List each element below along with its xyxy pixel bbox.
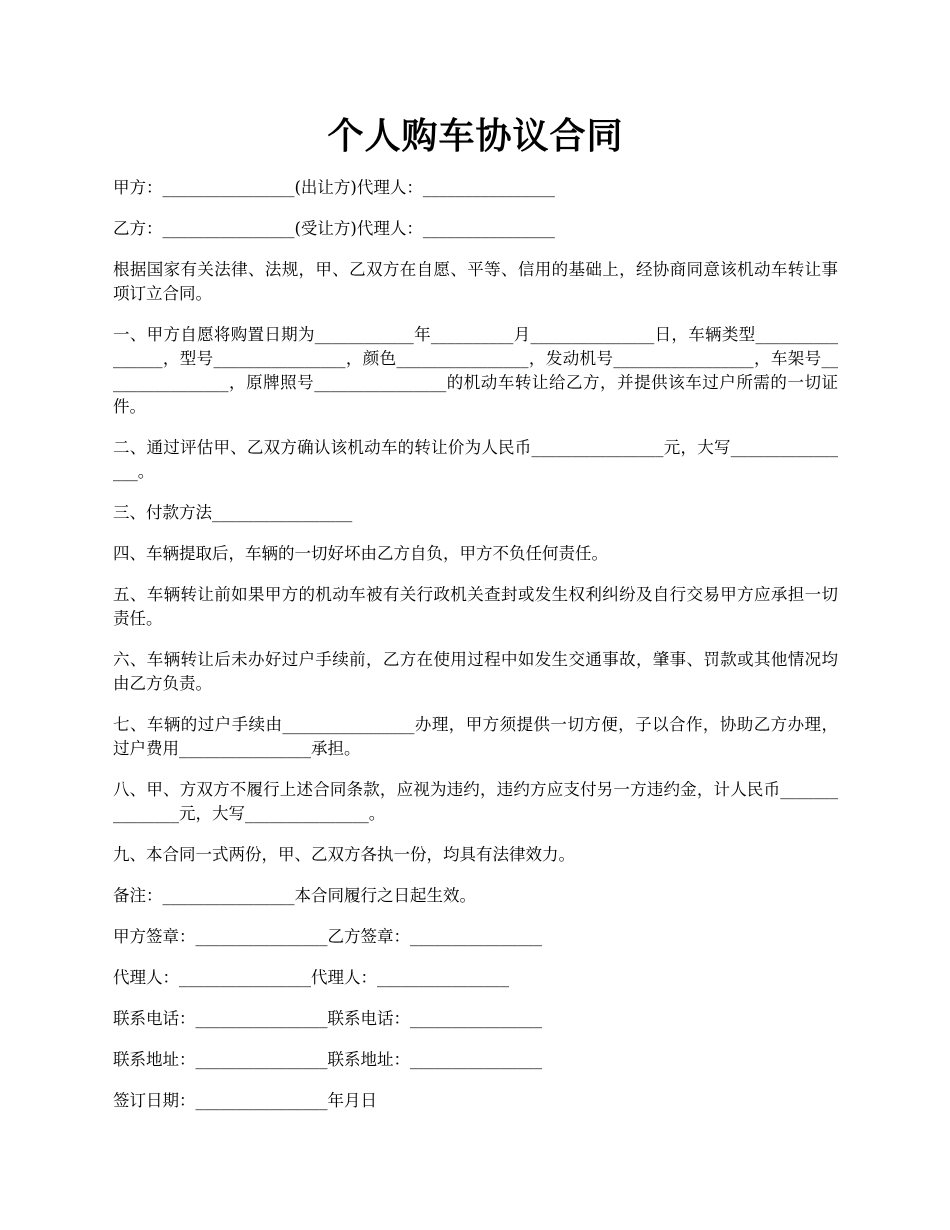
clause-8: 八、甲、方双方不履行上述合同条款，应视为违约，违约方应支付另一方违约金，计人民币_______________元，大写_______________。	[113, 780, 838, 823]
signature-line: 甲方签章：________________乙方签章：________________	[113, 927, 542, 946]
clause-6: 六、车辆转让后未办好过户手续前，乙方在使用过程中如发生交通事故，肇事、罚款或其他情况均由乙方负责。	[113, 650, 838, 693]
clause-4: 四、车辆提取后，车辆的一切好坏由乙方自负，甲方不负任何责任。	[113, 544, 608, 563]
document-title: 个人购车协议合同	[327, 115, 624, 157]
clause-7: 七、车辆的过户手续由________________办理，甲方须提供一切方便，子以合作，协助乙方办理，过户费用________________承担。	[113, 715, 838, 758]
clause-3: 三、付款方法_________________	[113, 503, 353, 522]
phone-line: 联系电话：________________联系电话：________________	[113, 1009, 542, 1028]
clause-9: 九、本合同一式两份，甲、乙双方各执一份，均具有法律效力。	[113, 845, 575, 864]
party-a-line: 甲方：________________(出让方)代理人：________________	[113, 178, 555, 197]
clause-2: 二、通过评估甲、乙双方确认该机动车的转让价为人民币________________元，大写________________。	[113, 438, 838, 481]
preamble: 根据国家有关法律、法规，甲、乙双方在自愿、平等、信用的基础上，经协商同意该机动车转让事项订立合同。	[113, 260, 838, 303]
party-b-line: 乙方：________________(受让方)代理人：________________	[113, 219, 555, 238]
agent-line: 代理人：________________代理人：________________	[113, 968, 509, 987]
sign-date-line: 签订日期：________________年月日	[113, 1091, 377, 1110]
clause-5: 五、车辆转让前如果甲方的机动车被有关行政机关查封或发生权利纠纷及自行交易甲方应承担一切责任。	[113, 585, 838, 628]
address-line: 联系地址：________________联系地址：________________	[113, 1050, 542, 1069]
remarks-line: 备注：________________本合同履行之日起生效。	[113, 886, 476, 905]
clause-1: 一、甲方自愿将购置日期为____________年__________月_______________日，车辆类型________________，型号________________，颜色________________，发动机号_________________，车架号________________，原牌照号________________的机动车转让给乙方，并提供该车过户所需的一切证件。	[113, 325, 838, 416]
